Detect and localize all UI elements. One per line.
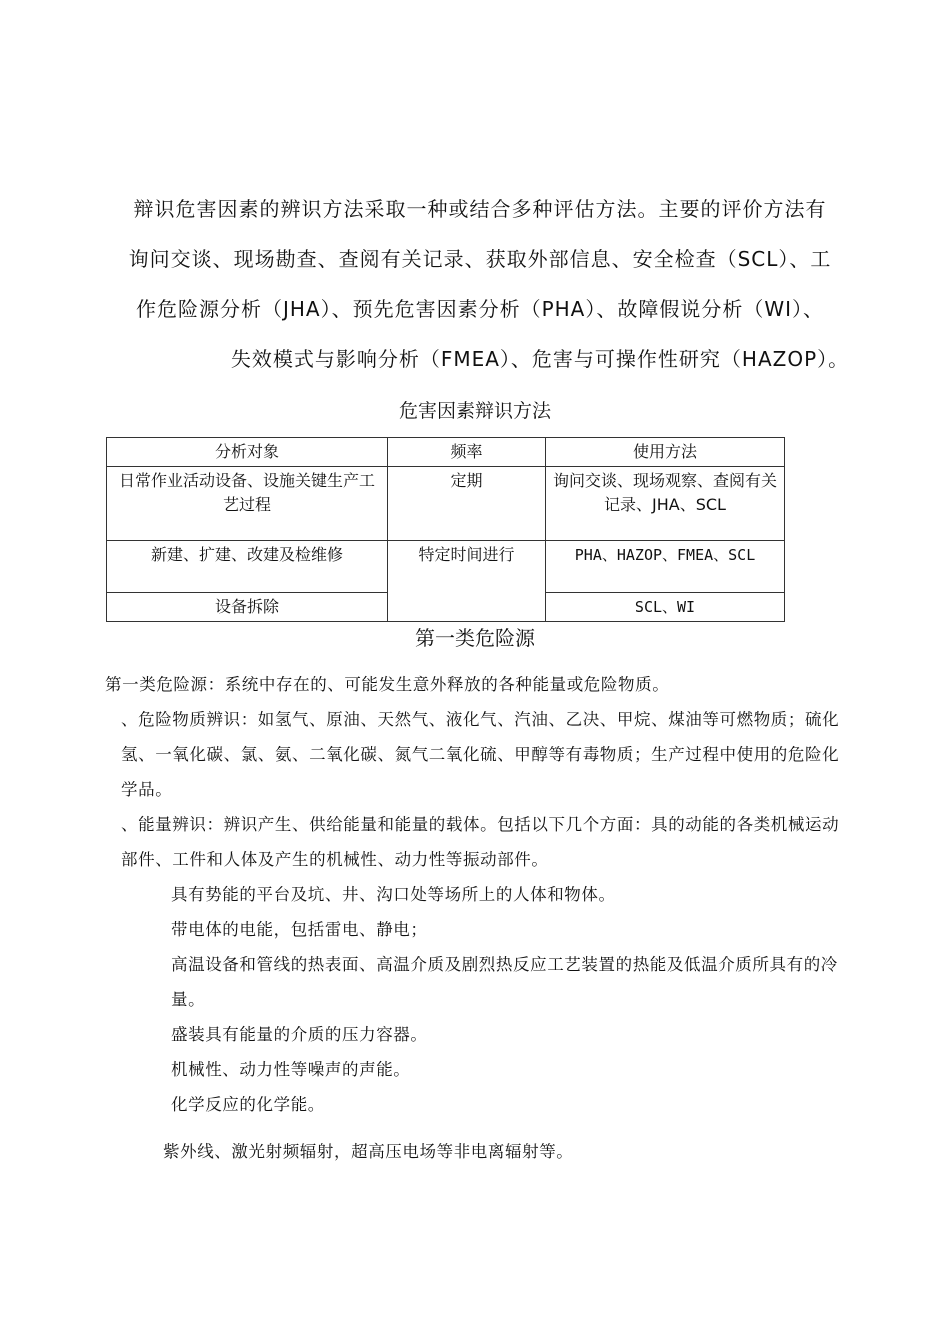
cell-object: 日常作业活动设备、设施关键生产工艺过程 (107, 467, 388, 541)
paragraph: 机械性、动力性等噪声的声能。 (171, 1060, 411, 1079)
intro-line: 作危险源分析（JHA）、预先危害因素分析（PHA）、故障假说分析（WI）、 (135, 297, 825, 321)
paragraph: 盛装具有能量的介质的压力容器。 (171, 1025, 428, 1044)
header-object: 分析对象 (107, 438, 388, 467)
intro-line: 辩识危害因素的辨识方法采取一种或结合多种评估方法。主要的评价方法有 (133, 197, 827, 221)
cell-object: 新建、扩建、改建及检维修 (107, 541, 388, 593)
paragraph: 高温设备和管线的热表面、高温介质及剧烈热反应工艺装置的热能及低温介质所具有的冷量。 (171, 955, 838, 1009)
cell-method: PHA、HAZOP、FMEA、SCL (546, 541, 785, 593)
header-method: 使用方法 (546, 438, 785, 467)
cell-method: 询问交谈、现场观察、查阅有关记录、JHA、SCL (546, 467, 785, 541)
intro-line: 失效模式与影响分析（FMEA）、危害与可操作性研究（HAZOP）。 (230, 347, 850, 371)
paragraph: 第一类危险源：系统中存在的、可能发生意外释放的各种能量或危险物质。 (105, 675, 670, 694)
cell-method: SCL、WI (546, 593, 785, 622)
table-row (107, 467, 785, 541)
cell-object: 设备拆除 (107, 593, 388, 622)
paragraph: 紫外线、激光射频辐射，超高压电场等非电离辐射等。 (163, 1142, 574, 1161)
paragraph: 具有势能的平台及坑、井、沟口处等场所上的人体和物体。 (171, 885, 616, 904)
table-header-row (107, 438, 785, 467)
body-text (105, 667, 853, 1169)
intro-paragraph (100, 184, 860, 384)
table-title: 危害因素辩识方法 (398, 400, 551, 422)
paragraph: 、能量辨识：辨识产生、供给能量和能量的载体。包括以下几个方面：具的动能的各类机械运动部件、工件和人体及产生的机械性、动力性等振动部件。 (121, 815, 840, 869)
cell-frequency: 特定时间进行 (388, 541, 546, 622)
cell-frequency: 定期 (388, 467, 546, 541)
paragraph: 、危险物质辨识：如氢气、原油、天然气、液化气、汽油、乙决、甲烷、煤油等可燃物质；硫化氢、一氧化碳、氯、氨、二氧化碳、氮气二氧化硫、甲醇等有毒物质；生产过程中使用的危险化学品。 (121, 710, 840, 799)
header-frequency: 频率 (388, 438, 546, 467)
methods-table (106, 437, 785, 622)
table-row (107, 541, 785, 593)
section-title: 第一类危险源 (415, 626, 535, 650)
paragraph: 化学反应的化学能。 (171, 1095, 325, 1114)
intro-line: 询问交谈、现场勘查、查阅有关记录、获取外部信息、安全检查（SCL）、工 (128, 247, 832, 271)
paragraph: 带电体的电能，包括雷电、静电； (171, 920, 428, 939)
